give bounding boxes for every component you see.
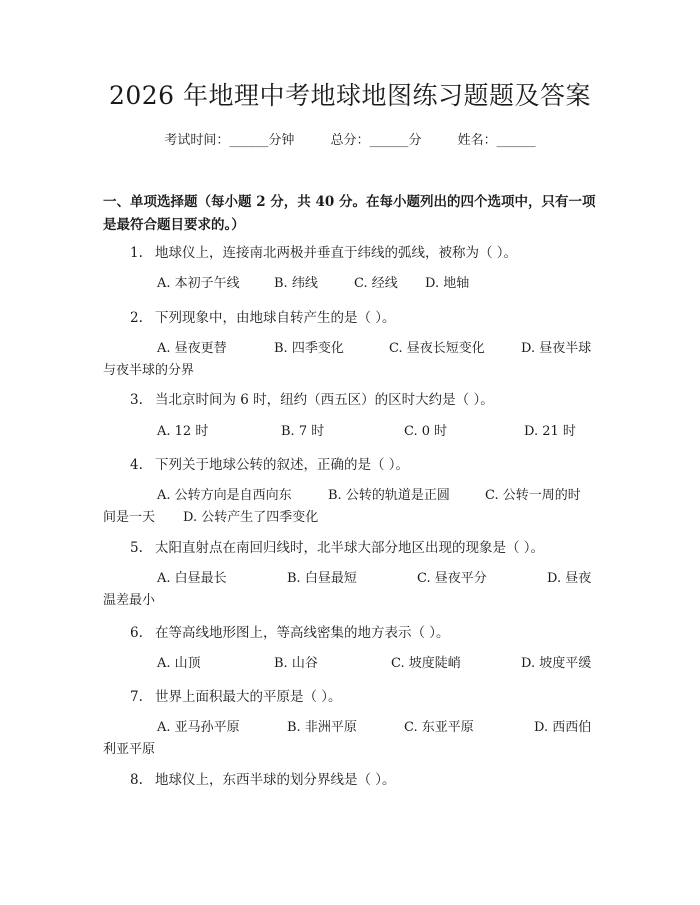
option-d: D. 昼夜	[547, 571, 592, 586]
question-stem: 下列现象中，由地球自转产生的是（ ）。	[155, 310, 396, 326]
question-number: 4.	[130, 457, 143, 473]
page-title: 2026 年地理中考地球地图练习题题及答案	[108, 81, 592, 110]
option-c: C. 昼夜平分	[417, 571, 487, 586]
option-d: D. 公转产生了四季变化	[183, 510, 319, 525]
question-3	[103, 390, 603, 410]
option-b: B. 7 时	[281, 424, 325, 439]
option-a: A. 白昼最长	[157, 571, 227, 586]
question-2-options	[103, 338, 601, 382]
option-a: A. 12 时	[157, 424, 209, 439]
question-7	[103, 687, 603, 707]
question-stem: 地球仪上，连接南北两极并垂直于纬线的弧线，被称为（ ）。	[155, 245, 518, 261]
option-d: D. 西西伯	[534, 720, 592, 735]
question-2	[103, 308, 603, 328]
option-b: B. 公转的轨道是正圆	[328, 488, 450, 503]
option-d: D. 21 时	[524, 424, 576, 439]
option-c: C. 东亚平原	[404, 720, 474, 735]
question-stem: 世界上面积最大的平原是（ ）。	[155, 689, 342, 705]
question-3-options	[103, 421, 601, 443]
question-1	[103, 243, 603, 263]
option-a: A. 山顶	[157, 656, 201, 671]
option-a: A. 亚马孙平原	[157, 720, 240, 735]
question-stem: 下列关于地球公转的叙述，正确的是（ ）。	[155, 457, 410, 473]
total-score-field: 总分：______分	[330, 133, 422, 148]
question-6-options	[103, 653, 601, 675]
exam-time-field: 考试时间：______分钟	[164, 133, 295, 148]
question-stem: 地球仪上，东西半球的划分界线是（ ）。	[155, 772, 396, 788]
question-number: 8.	[130, 772, 143, 788]
option-a: A. 本初子午线	[157, 276, 240, 291]
question-7-options	[103, 717, 601, 761]
option-c: C. 昼夜长短变化	[389, 341, 485, 356]
option-d: D. 昼夜半球	[521, 341, 592, 356]
question-number: 2.	[130, 310, 143, 326]
option-b: B. 非洲平原	[287, 720, 357, 735]
student-name-field: 姓名：______	[457, 133, 536, 148]
question-5-options	[103, 568, 601, 612]
option-c: C. 公转一周的时	[485, 488, 581, 503]
exam-info-row	[0, 131, 700, 151]
option-c: C. 坡度陡峭	[391, 656, 461, 671]
option-d: D. 地轴	[425, 276, 470, 291]
option-d-continued: 温差最小	[103, 593, 156, 608]
option-c: C. 经线	[354, 276, 398, 291]
section-heading: 一、单项选择题（每小题 2 分，共 40 分。在每小题列出的四个选项中，只有一项是最符合题目要求的。）	[103, 194, 596, 233]
option-a: A. 昼夜更替	[157, 341, 227, 356]
question-number: 3.	[130, 392, 143, 408]
question-1-options	[103, 273, 601, 295]
option-d: D. 坡度平缓	[521, 656, 592, 671]
question-6	[103, 623, 603, 643]
option-b: B. 纬线	[274, 276, 318, 291]
question-stem: 当北京时间为 6 时，纽约（西五区）的区时大约是（ ）。	[155, 392, 494, 408]
question-4-options	[103, 485, 601, 529]
question-5	[103, 538, 603, 558]
question-4	[103, 455, 603, 475]
option-b: B. 四季变化	[274, 341, 344, 356]
option-b: B. 白昼最短	[287, 571, 357, 586]
option-b: B. 山谷	[274, 656, 318, 671]
option-c-continued: 间是一天	[103, 510, 156, 525]
option-c: C. 0 时	[404, 424, 448, 439]
option-d-continued: 利亚平原	[103, 742, 156, 757]
question-number: 1.	[130, 245, 143, 261]
question-number: 6.	[130, 625, 143, 641]
question-number: 7.	[130, 689, 143, 705]
question-number: 5.	[130, 540, 143, 556]
option-d-continued: 与夜半球的分界	[103, 363, 195, 378]
option-a: A. 公转方向是自西向东	[157, 488, 292, 503]
question-stem: 在等高线地形图上，等高线密集的地方表示（ ）。	[155, 625, 450, 641]
question-8	[103, 770, 603, 790]
question-stem: 太阳直射点在南回归线时，北半球大部分地区出现的现象是（ ）。	[155, 540, 545, 556]
